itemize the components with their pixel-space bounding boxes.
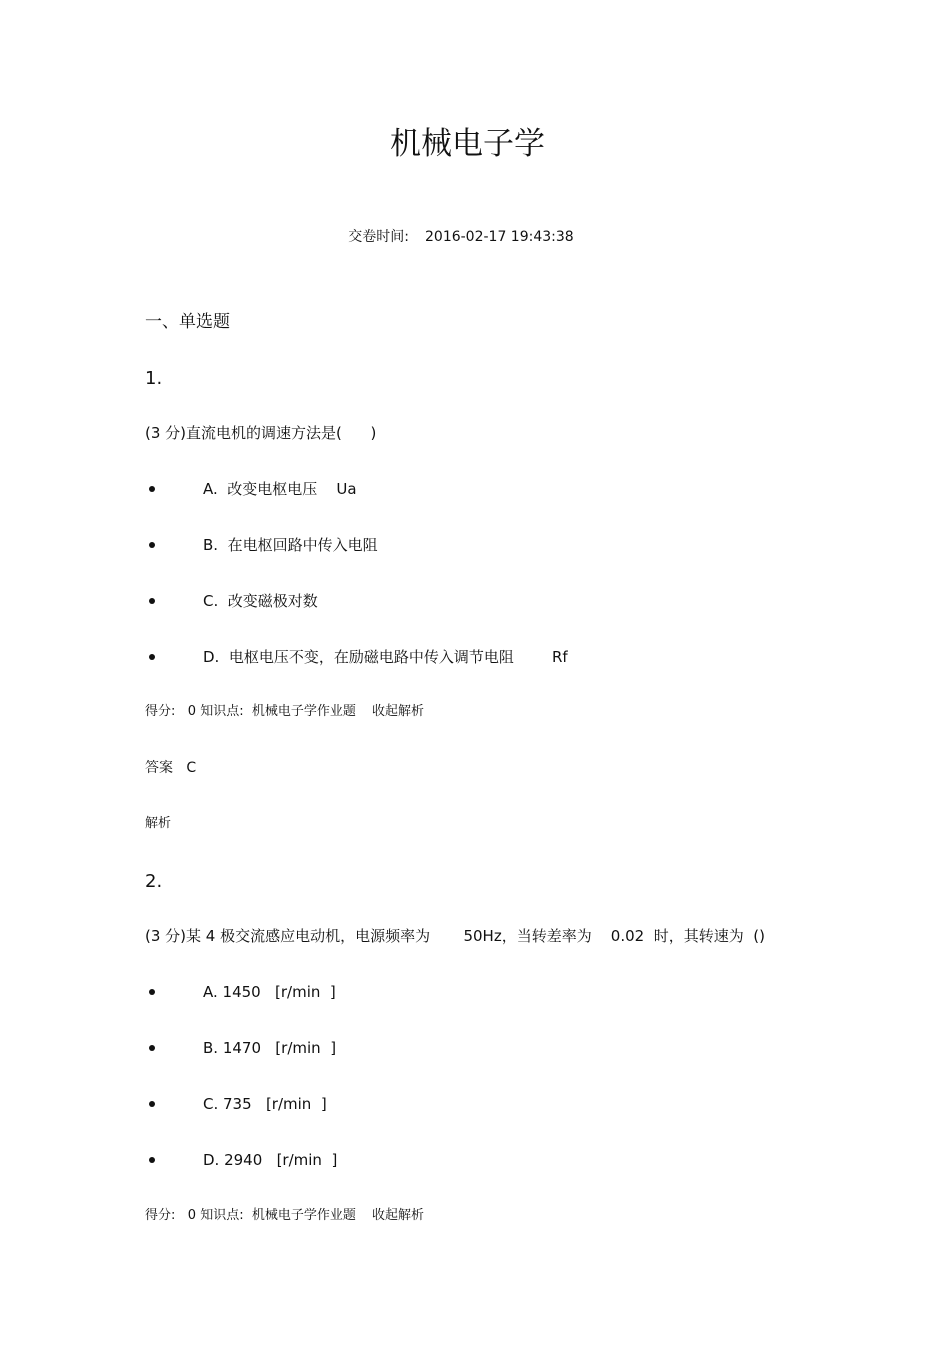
question-stem: (3 分)直流电机的调速方法是( ) — [145, 424, 377, 442]
page-title: 机械电子学 — [390, 126, 545, 162]
option-label: C. 改变磁极对数 — [203, 592, 318, 610]
option-label: D. 电枢电压不变，在励磁电路中传入调节电阻 Rf — [203, 648, 568, 666]
collapse-analysis-link[interactable]: 收起解析 — [372, 1208, 425, 1223]
submit-time — [0, 226, 922, 248]
bullet-icon — [149, 1045, 155, 1051]
bullet-icon — [149, 486, 155, 492]
option-label: A. 改变电枢电压 Ua — [203, 480, 357, 498]
question-number: 1. — [145, 368, 163, 389]
bullet-icon — [149, 542, 155, 548]
score: 得分: 0 — [145, 1208, 197, 1223]
option-label: B. 在电枢回路中传入电阻 — [203, 536, 378, 554]
bullet-icon — [149, 654, 155, 660]
collapse-analysis-link[interactable]: 收起解析 — [372, 704, 425, 719]
knowledge-point: 知识点: 机械电子学作业题 — [200, 1208, 356, 1223]
bullet-icon — [149, 1101, 155, 1107]
option-label: D. 2940 [r/min ] — [203, 1151, 338, 1169]
bullet-icon — [149, 989, 155, 995]
option-label: B. 1470 [r/min ] — [203, 1039, 337, 1057]
section-title: 一、单选题 — [145, 312, 230, 332]
bullet-icon — [149, 1157, 155, 1163]
question-meta — [145, 702, 424, 722]
knowledge-point: 知识点: 机械电子学作业题 — [200, 704, 356, 719]
question-number: 2. — [145, 871, 163, 892]
answer: 答案 C — [145, 760, 197, 776]
bullet-icon — [149, 598, 155, 604]
question-stem: (3 分)某 4 极交流感应电动机，电源频率为 50Hz，当转差率为 0.02 时，其转速为 () — [145, 927, 765, 945]
score: 得分: 0 — [145, 704, 197, 719]
analysis-heading: 解析 — [145, 816, 172, 831]
option-label: C. 735 [r/min ] — [203, 1095, 327, 1113]
submit-time-value: 2016-02-17 19:43:38 — [425, 229, 574, 245]
submit-time-label: 交卷时间: — [348, 229, 409, 245]
question-meta — [145, 1206, 424, 1226]
option-label: A. 1450 [r/min ] — [203, 983, 336, 1001]
